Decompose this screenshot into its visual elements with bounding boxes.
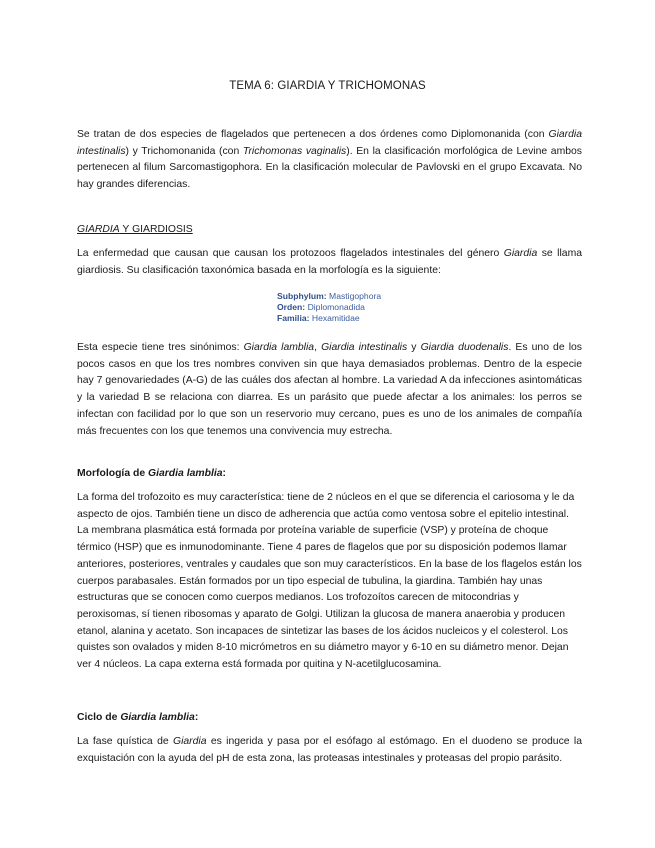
synonyms-paragraph: Esta especie tiene tres sinónimos: Giardia lamblia, Giardia intestinalis y Giardia duodenalis. Es uno de los pocos casos en que los tres nombres conviven sin que haya demasiados problemas. Dentro de la especie hay 7 genovariedades (A-G) de las cuáles dos afectan al hombre. La variedad A da infecciones asintomáticas y la variedad B se relaciona con diarrea. Es un parásito que puede afectar a los animales: los perros se infectan con facilidad por lo que son un reservorio muy cercano, pues es uno de los animales de compañía más frecuentes con los que tenemos una convivencia muy estrecha.	[77, 342, 582, 437]
section-heading-giardiosis: GIARDIA Y GIARDIOSIS	[77, 224, 193, 235]
taxonomy-orden: Orden: Diplomonadida	[277, 302, 365, 312]
document-title: TEMA 6: GIARDIA Y TRICHOMONAS	[229, 80, 426, 92]
taxonomy-familia: Familia: Hexamitidae	[277, 313, 360, 323]
taxonomy-image	[277, 291, 392, 324]
ciclo-paragraph: La fase quística de Giardia es ingerida y pasa por el esófago al estómago. En el duodeno se produce la exquistación con la ayuda del pH de esta zona, las proteasas intestinales y proteasas del propio parásito.	[77, 736, 582, 764]
morfologia-heading: Morfología de Giardia lamblia:	[77, 468, 226, 479]
intro-paragraph: Se tratan de dos especies de flagelados que pertenecen a dos órdenes como Diplomonanida (con Giardia intestinalis) y Trichomonanida (con Trichomonas vaginalis). En la clasificación morfológica de Levine ambos pertenecen al filum Sarcomastigophora. En la clasificación molecular de Pavlovski en el grupo Excavata. No hay grandes diferencias.	[77, 129, 582, 191]
taxonomy-subphylum: Subphylum: Mastigophora	[277, 291, 382, 301]
giardiosis-intro-paragraph: La enfermedad que causan que causan los protozoos flagelados intestinales del género Giardia se llama giardiosis. Su clasificación taxonómica basada en la morfología es la siguiente:	[77, 248, 582, 276]
ciclo-heading: Ciclo de Giardia lamblia:	[77, 712, 199, 723]
morfologia-paragraph: La forma del trofozoito es muy característica: tiene de 2 núcleos en el que se diferencia el cariosoma y le da aspecto de ojos. También tiene un disco de adherencia que actúa como ventosa sobre el epitelio intestinal. La membrana plasmática está formada por proteína variable de superficie (VSP) y proteína de choque térmico (HSP) que es inmunodominante. Tiene 4 pares de flagelos que por su disposición podemos llamar anteriores, posteriores, ventrales y caudales que son muy característicos. En la base de los flagelos están los cuerpos parabasales. Están formados por un tipo especial de tubulina, la giardina. También hay unas estructuras que se conocen como cuerpos medianos. Los trofozoítos carecen de mitocondrias y peroxisomas, sí tienen ribosomas y aparato de Golgi. Utilizan la glucosa de manera anaerobia y producen etanol, alanina y acetato. Son incapaces de sintetizar las bases de los ácidos nucleicos y el colesterol. Los quistes son ovalados y miden 8-10 micrómetros en su diámetro mayor y 6-10 en su diámetro menor. Dejan ver 4 núcleos. La capa externa está formada por quitina y N-acetilglucosamina.	[77, 492, 582, 671]
